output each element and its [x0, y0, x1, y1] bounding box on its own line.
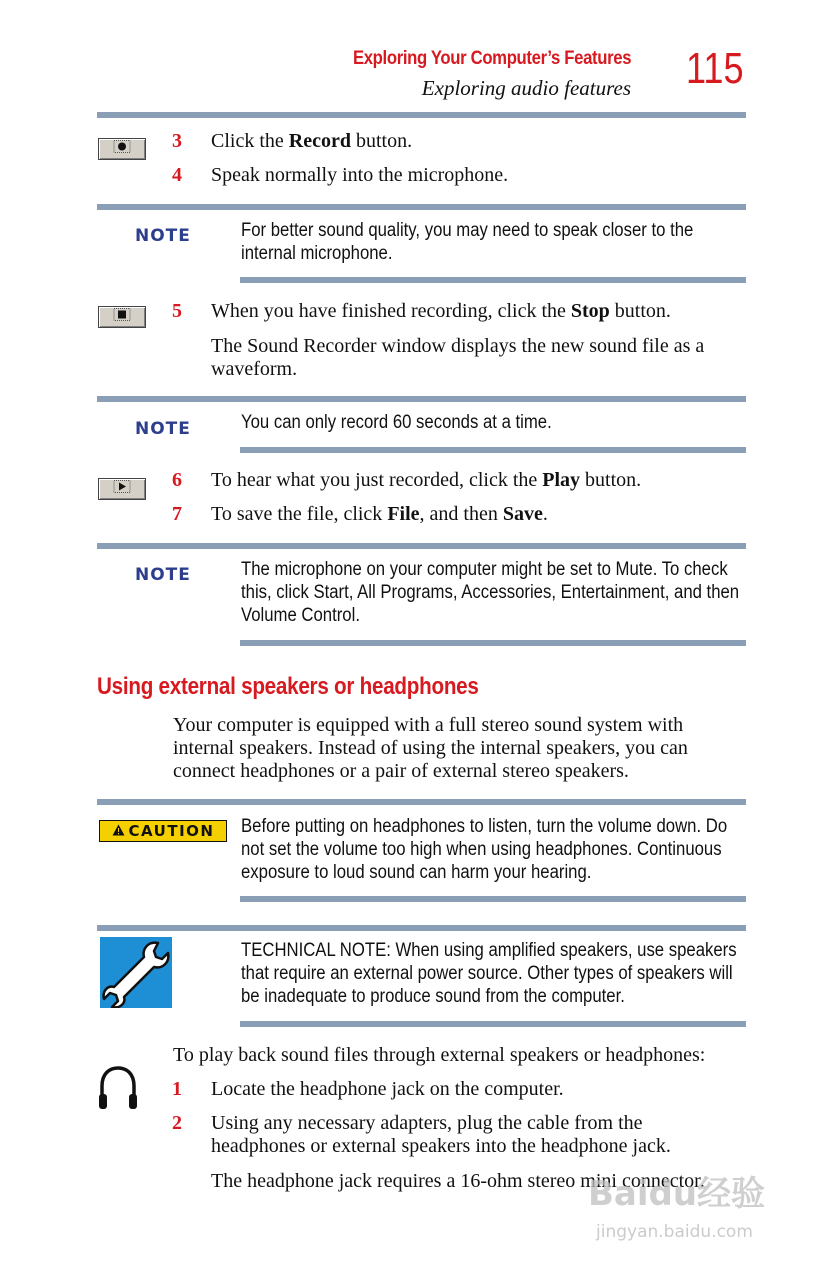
note-bottom-rule	[240, 640, 746, 646]
watermark-logo: Baidu经验	[588, 1174, 766, 1214]
technote-top-rule	[97, 925, 746, 931]
note-bottom-rule	[240, 447, 746, 453]
note-bottom-rule	[240, 277, 746, 283]
step-text: Using any necessary adapters, plug the cable from the headphones or external speakers into the headphone jack.	[211, 1112, 671, 1157]
note-label: NOTE	[135, 419, 191, 439]
stop-icon	[113, 308, 131, 327]
caution-badge	[99, 820, 227, 842]
caution-top-rule	[97, 799, 746, 805]
technote-bottom-rule	[240, 1021, 746, 1027]
step-number: 4	[172, 164, 182, 186]
technote-text: TECHNICAL NOTE: When using amplified speakers, use speakers that require an external power source. Other types of speakers will be inadequate to produce sound from the computer.	[241, 940, 737, 1007]
page-number: 115	[686, 44, 744, 93]
step-number: 6	[172, 469, 182, 491]
caution-text: Before putting on headphones to listen, turn the volume down. Do not set the volume too high when using headphones. Continuous exposure to loud sound can harm your hearing.	[241, 816, 728, 883]
step-text: To hear what you just recorded, click the Play button.	[211, 469, 642, 491]
final-text: The headphone jack requires a 16-ohm stereo mini connector.	[211, 1170, 705, 1192]
caution-label: CAUTION	[128, 822, 215, 840]
note-top-rule	[97, 543, 746, 549]
step-text: Click the Record button.	[211, 130, 413, 152]
step-text: Locate the headphone jack on the computer.	[211, 1078, 564, 1100]
play-icon	[113, 480, 131, 499]
note-top-rule	[97, 396, 746, 402]
note-top-rule	[97, 204, 746, 210]
step-detail: The Sound Recorder window displays the new sound file as a waveform.	[211, 335, 705, 380]
record-icon	[113, 140, 131, 159]
note-text: For better sound quality, you may need to speak closer to the internal microphone.	[241, 220, 694, 264]
step-number: 7	[172, 503, 182, 525]
note-label: NOTE	[135, 565, 191, 585]
step-text: When you have finished recording, click the Stop button.	[211, 300, 671, 322]
header-rule	[97, 112, 746, 118]
stop-button-illustration	[98, 306, 146, 328]
chapter-title: Exploring Your Computer’s Features	[352, 48, 631, 69]
step-number: 2	[172, 1112, 182, 1134]
section-heading: Using external speakers or headphones	[97, 673, 479, 700]
warning-triangle-icon	[112, 822, 125, 840]
step-number: 1	[172, 1078, 182, 1100]
section-subtitle: Exploring audio features	[421, 76, 631, 100]
step-number: 5	[172, 300, 182, 322]
record-button-illustration	[98, 138, 146, 160]
note-label: NOTE	[135, 226, 191, 246]
playback-intro: To play back sound files through external speakers or headphones:	[173, 1044, 706, 1066]
headphones-icon	[97, 1064, 139, 1117]
section-intro: Your computer is equipped with a full stereo sound system with internal speakers. Instead of using the internal speakers, you can connect headphones or a pair of external stereo speakers.	[173, 714, 688, 782]
note-text: You can only record 60 seconds at a time.	[241, 412, 552, 433]
wrench-icon	[100, 937, 172, 1008]
note-text: The microphone on your computer might be set to Mute. To check this, click Start, All Programs, Accessories, Entertainment, and then Volume Control.	[241, 559, 740, 626]
step-text: To save the file, click File, and then Save.	[211, 503, 548, 525]
step-number: 3	[172, 130, 182, 152]
play-button-illustration	[98, 478, 146, 500]
caution-bottom-rule	[240, 896, 746, 902]
watermark-url: jingyan.baidu.com	[596, 1222, 753, 1242]
step-text: Speak normally into the microphone.	[211, 164, 509, 186]
